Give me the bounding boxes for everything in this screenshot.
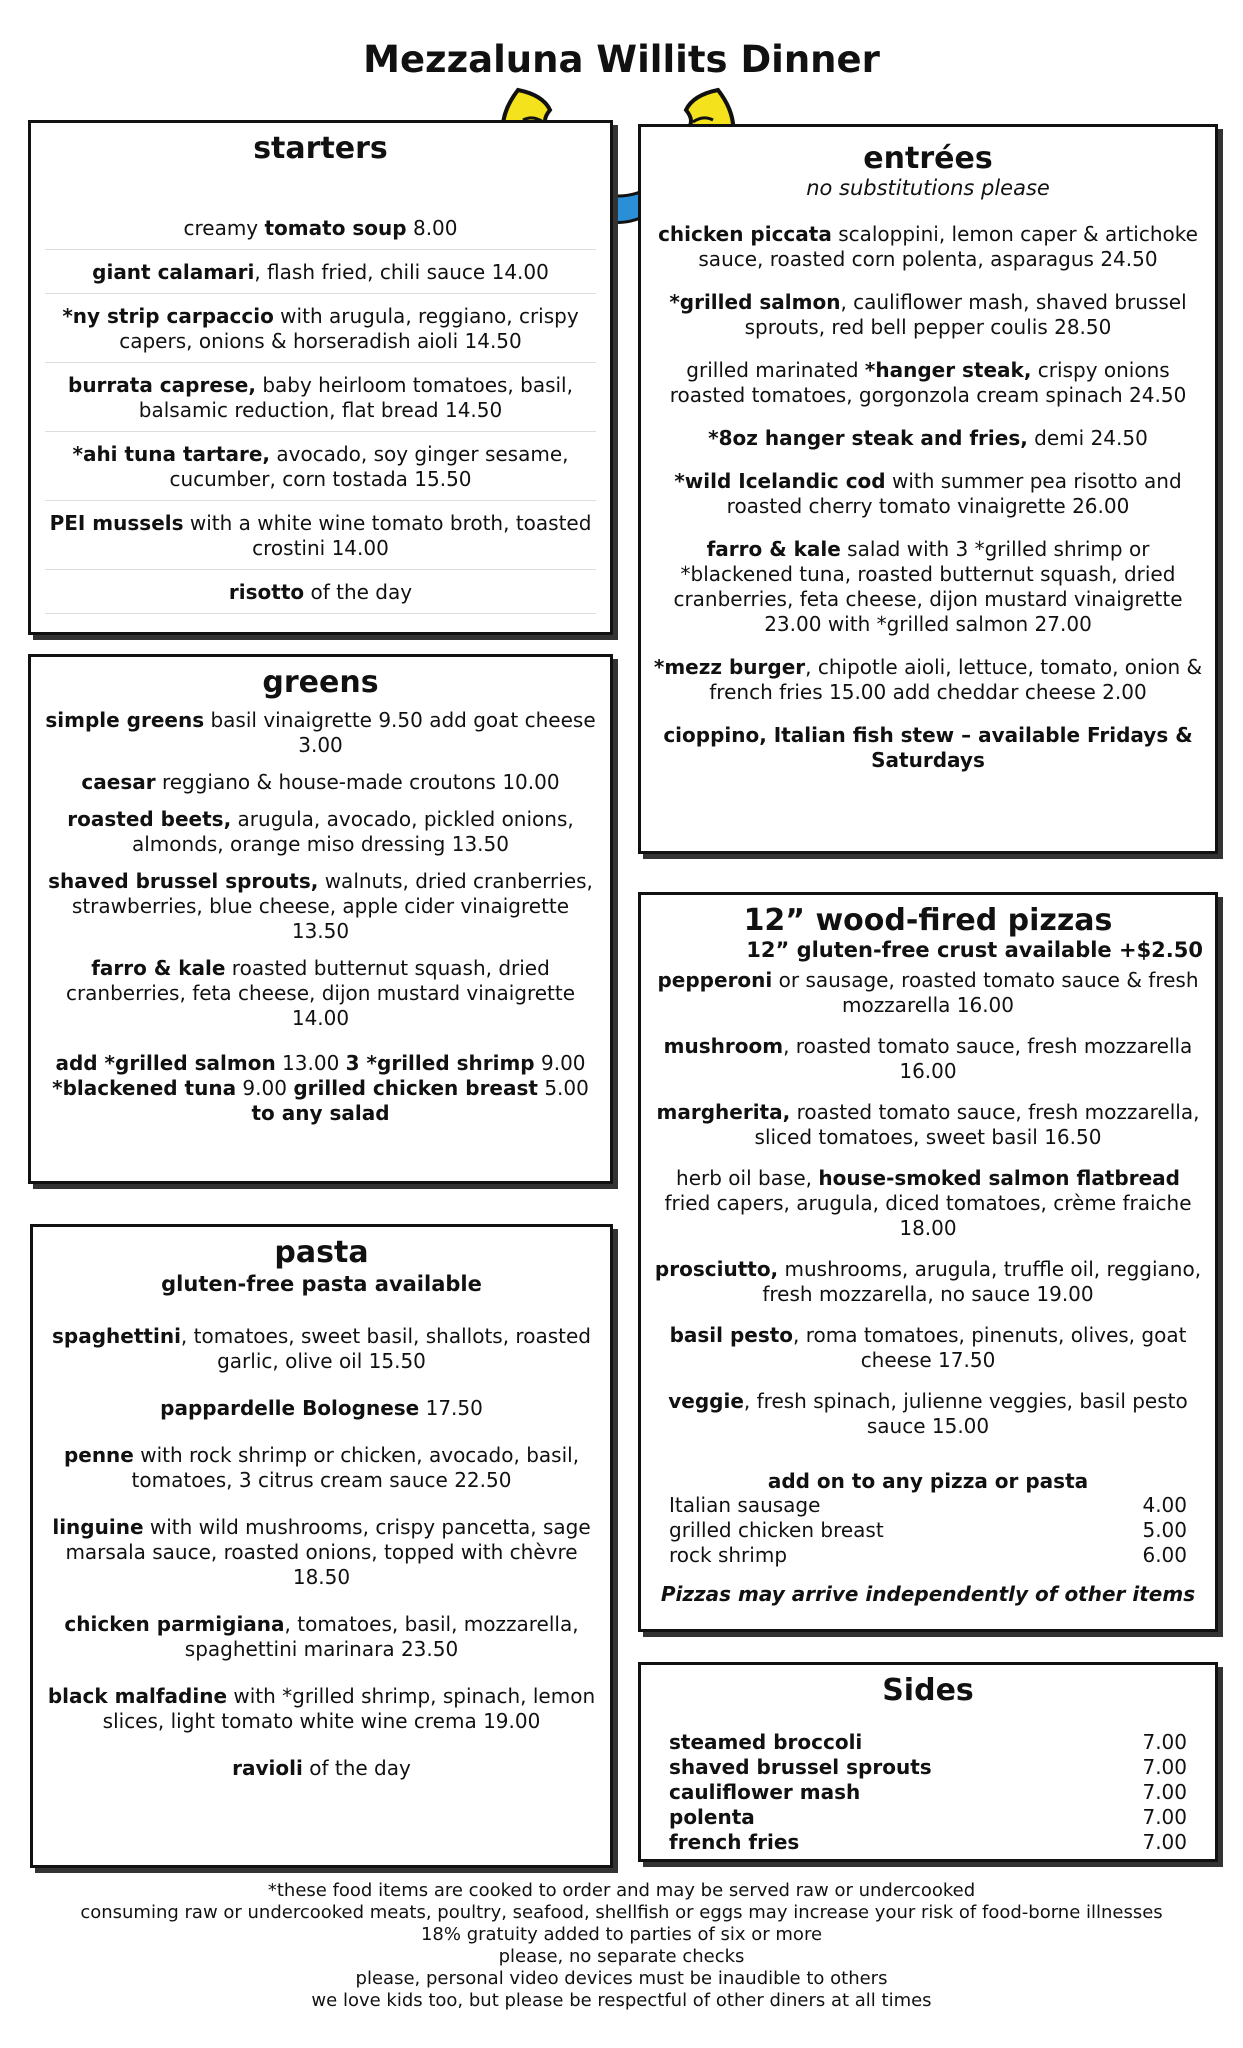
pasta-section [30,1224,613,1868]
section-subtitle: no substitutions please [806,176,1050,200]
price-row: polenta 7.00 [669,1805,1187,1829]
menu-item: *8oz hanger steak and fries, demi 24.50 [708,426,1148,450]
menu-item: penne with rock shrimp or chicken, avocado, basil, tomatoes, 3 citrus cream sauce 22.50 [63,1443,580,1492]
menu-item: ravioli of the day [232,1756,411,1780]
menu-item: farro & kale roasted butternut squash, dried cranberries, feta cheese, dijon mustard vinaigrette 14.00 [65,956,576,1030]
pizzas-section [638,892,1218,1632]
price-row: shaved brussel sprouts 7.00 [669,1755,1187,1779]
section-title: starters [253,131,388,166]
price-row: steamed broccoli 7.00 [669,1730,1187,1754]
menu-item: black malfadine with *grilled shrimp, spinach, lemon slices, light tomato white wine crema 19.00 [47,1684,596,1733]
footer-line: we love kids too, but please be respectful of other diners at all times [311,1990,932,2011]
price-row: grilled chicken breast 5.00 [669,1518,1187,1542]
price-row: french fries 7.00 [669,1830,1187,1854]
starters-list [45,216,596,614]
menu-item: *grilled salmon, cauliflower mash, shaved brussel sprouts, red bell pepper coulis 28.50 [669,290,1187,339]
menu-item: linguine with wild mushrooms, crispy pancetta, sage marsala sauce, roasted onions, topped with chèvre 18.50 [52,1515,591,1589]
section-title: pasta [274,1235,369,1270]
menu-item: simple greens basil vinaigrette 9.50 add goat cheese 3.00 [45,708,596,757]
menu-item: *ny strip carpaccio with arugula, reggiano, crispy capers, onions & horseradish aioli 14.50 [45,304,596,363]
menu-item: *wild Icelandic cod with summer pea risotto and roasted cherry tomato vinaigrette 26.00 [674,469,1182,518]
addon-list [653,1493,1203,1568]
section-title: greens [262,665,379,700]
greens-section [28,654,613,1184]
footer-notes [0,1880,1243,2012]
footer-line: please, personal video devices must be inaudible to others [355,1968,888,1989]
sides-list [653,1730,1203,1855]
addon-title: add on to any pizza or pasta [767,1469,1089,1493]
menu-item: pappardelle Bolognese 17.50 [160,1396,483,1420]
footer-line: *these food items are cooked to order and may be served raw or undercooked [267,1880,976,1901]
section-subtitle: 12” gluten-free crust available +$2.50 [746,938,1203,962]
menu-item: caesar reggiano & house-made croutons 10.00 [81,770,560,794]
menu-item: shaved brussel sprouts, walnuts, dried cranberries, strawberries, blue cheese, apple cider vinaigrette 13.50 [48,869,593,943]
section-subtitle: gluten-free pasta available [161,1272,482,1296]
menu-item: pepperoni or sausage, roasted tomato sauce & fresh mozzarella 16.00 [657,968,1199,1017]
menu-item: grilled marinated *hanger steak, crispy onions roasted tomatoes, gorgonzola cream spinach 24.50 [669,358,1187,407]
menu-item: PEI mussels with a white wine tomato broth, toasted crostini 14.00 [45,511,596,570]
section-title: Sides [882,1673,974,1708]
menu-item: margherita, roasted tomato sauce, fresh mozzarella, sliced tomatoes, sweet basil 16.50 [656,1100,1200,1149]
menu-item: creamy tomato soup 8.00 [45,216,596,250]
footer-line: 18% gratuity added to parties of six or more [420,1924,823,1945]
entrees-list [653,222,1203,773]
footer-line: consuming raw or undercooked meats, poultry, seafood, shellfish or eggs may increase your risk of food-borne illnesses [80,1902,1163,1923]
menu-item: herb oil base, house-smoked salmon flatbread fried capers, arugula, diced tomatoes, crème fraiche 18.00 [664,1166,1192,1240]
pizzas-list [653,968,1203,1439]
sides-section [638,1662,1218,1862]
menu-item: *mezz burger, chipotle aioli, lettuce, tomato, onion & french fries 15.00 add cheddar cheese 2.00 [653,655,1203,704]
menu-item: giant calamari, flash fried, chili sauce 14.00 [45,260,596,294]
pizza-note: Pizzas may arrive independently of other items [660,1582,1196,1606]
menu-item: veggie, fresh spinach, julienne veggies, basil pesto sauce 15.00 [668,1389,1188,1438]
menu-item: risotto of the day [45,580,596,614]
price-row: Italian sausage 4.00 [669,1493,1187,1517]
menu-item: *ahi tuna tartare, avocado, soy ginger sesame, cucumber, corn tostada 15.50 [45,442,596,501]
footer-line: please, no separate checks [498,1946,745,1967]
greens-list [45,708,596,1031]
section-title: entrées [863,141,993,176]
menu-title: Mezzaluna Willits Dinner [363,38,880,81]
menu-item: farro & kale salad with 3 *grilled shrimp or *blackened tuna, roasted butternut squash, dried cranberries, feta cheese, dijon mustard vinaigrette 23.00 with *grilled salmon 27.00 [673,537,1183,636]
menu-item: roasted beets, arugula, avocado, pickled onions, almonds, orange miso dressing 13.50 [67,807,574,856]
pasta-list [47,1324,596,1781]
starters-section [28,120,613,635]
salad-addons: add *grilled salmon 13.00 3 *grilled shrimp 9.00 *blackened tuna 9.00 grilled chicken breast 5.00 to any salad [52,1051,589,1125]
menu-item: spaghettini, tomatoes, sweet basil, shallots, roasted garlic, olive oil 15.50 [52,1324,591,1373]
section-title: 12” wood-fired pizzas [743,903,1113,938]
price-row: rock shrimp 6.00 [669,1543,1187,1567]
menu-item: chicken piccata scaloppini, lemon caper & artichoke sauce, roasted corn polenta, asparagus 24.50 [658,222,1198,271]
entrees-section [638,124,1218,854]
menu-item: prosciutto, mushrooms, arugula, truffle oil, reggiano, fresh mozzarella, no sauce 19.00 [654,1257,1202,1306]
menu-item: cioppino, Italian fish stew – available Fridays & Saturdays [663,723,1193,772]
menu-item: burrata caprese, baby heirloom tomatoes, basil, balsamic reduction, flat bread 14.50 [45,373,596,432]
price-row: cauliflower mash 7.00 [669,1780,1187,1804]
menu-item: mushroom, roasted tomato sauce, fresh mozzarella 16.00 [663,1034,1193,1083]
menu-item: chicken parmigiana, tomatoes, basil, mozzarella, spaghettini marinara 23.50 [64,1612,579,1661]
menu-item: basil pesto, roma tomatoes, pinenuts, olives, goat cheese 17.50 [669,1323,1187,1372]
